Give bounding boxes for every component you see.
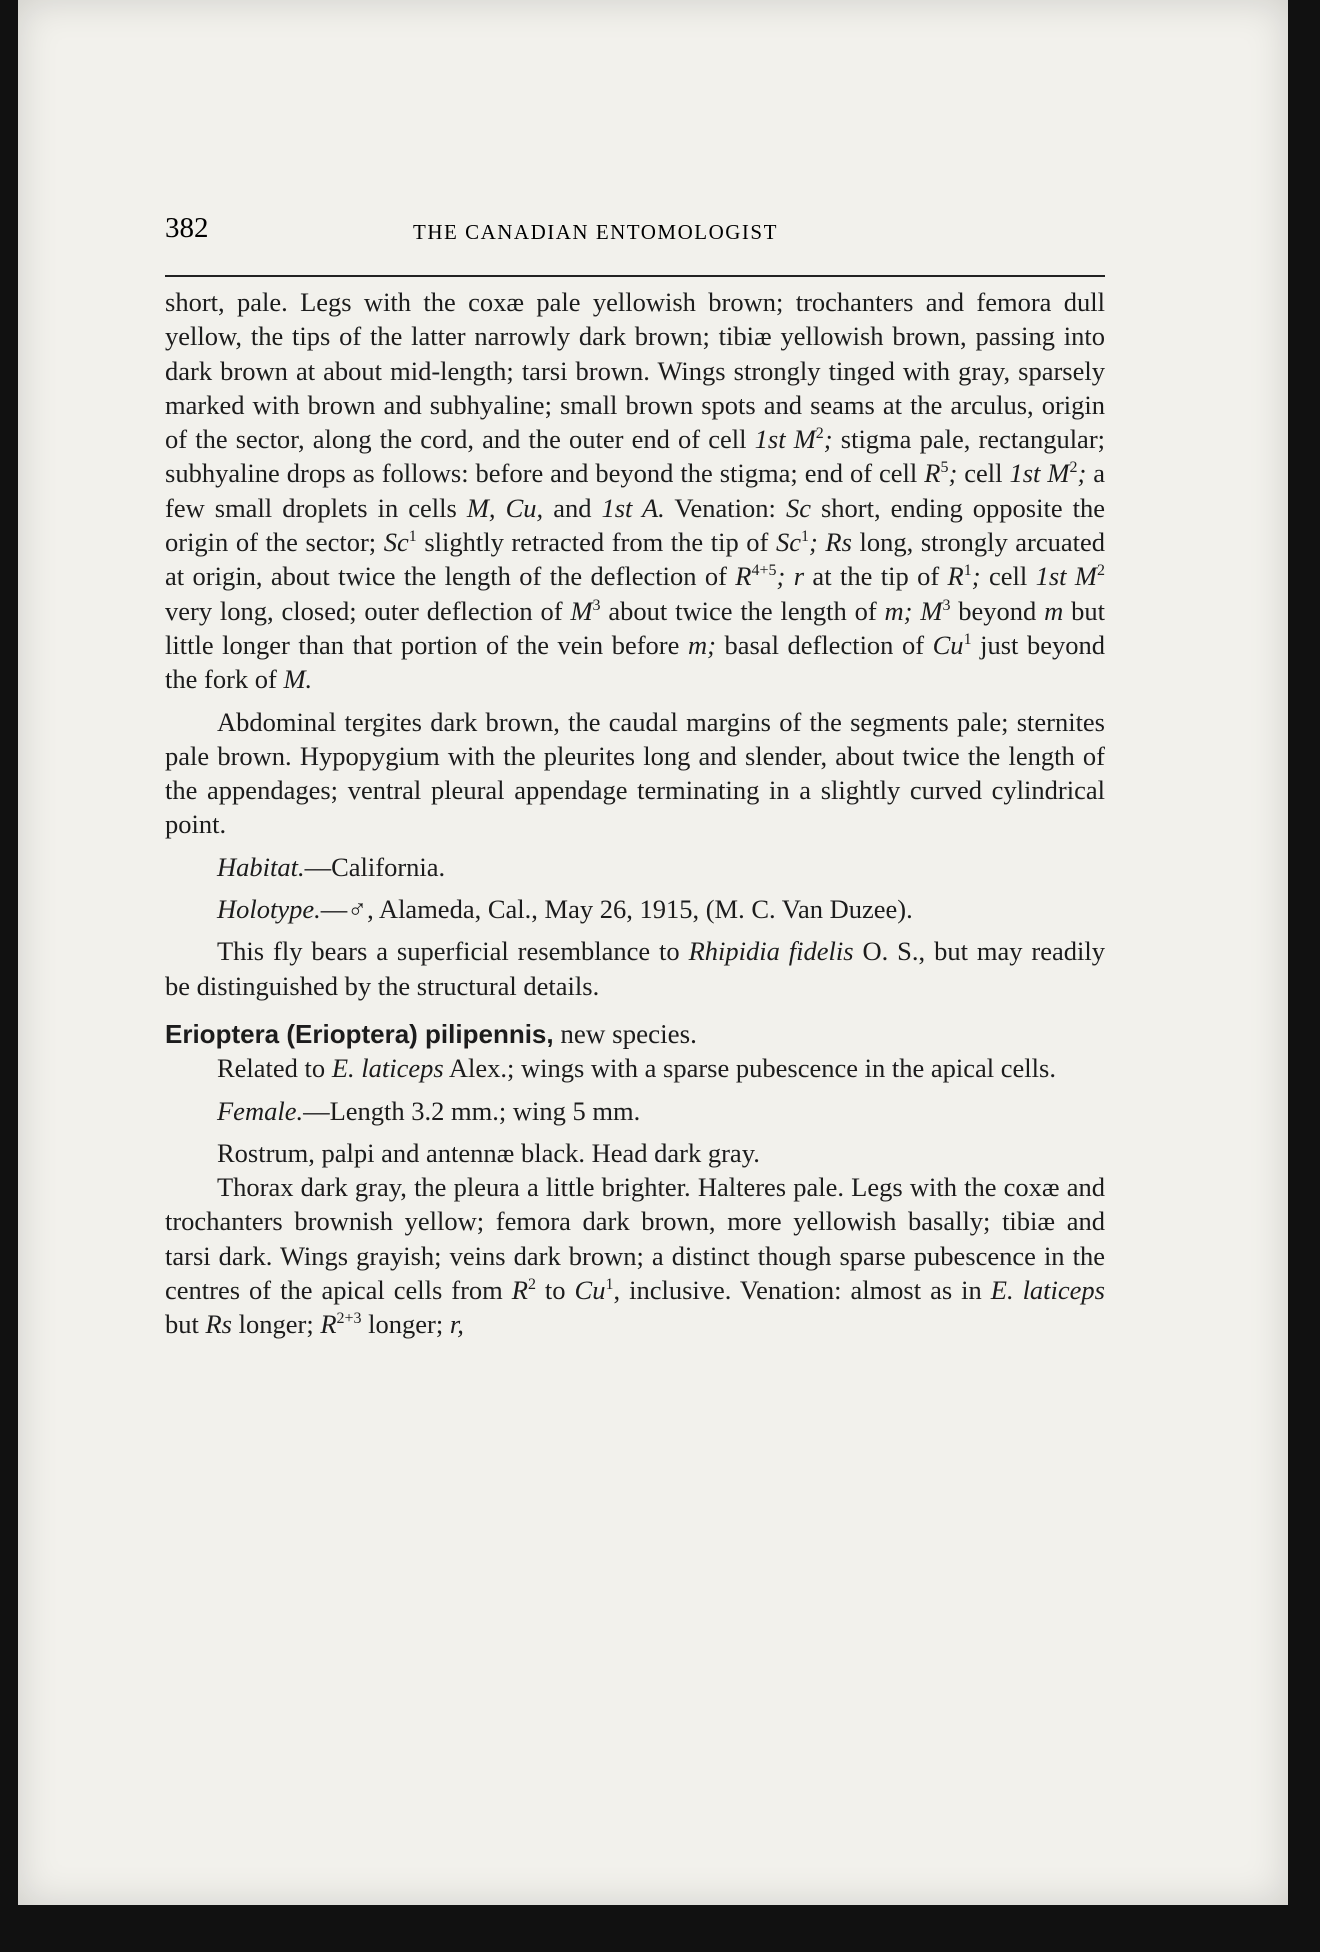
- text-run: cell: [957, 458, 1010, 489]
- text-run: R: [320, 1309, 337, 1340]
- text-run: longer;: [232, 1309, 321, 1340]
- text-run: Female.: [217, 1095, 304, 1126]
- text-run: a few small droplets in cells: [165, 458, 1106, 523]
- text-run: —Length 3.2 mm.; wing 5 mm.: [303, 1095, 641, 1126]
- paragraph: [165, 705, 1105, 842]
- text-run: ; Rs: [809, 527, 852, 558]
- text-run: cell: [980, 561, 1036, 592]
- text-run: short, pale. Legs with the coxæ pale yellowish brown; trochanters and femora dull yellow, the tips of the latter narrowly dark brown; tibiæ yellowish brown, passing into dark brown at about mid-length; tarsi brown. Wings strongly tinged with gray, sparsely marked with brown and subhyaline; small brown spots and seams at the arculus, origin of the sector, along the cord, and the outer end of cell: [165, 287, 1105, 455]
- text-run: Sc: [383, 527, 409, 558]
- text-run: m: [1044, 595, 1064, 626]
- holotype-line: [165, 892, 1105, 926]
- female-line: [165, 1094, 1105, 1128]
- text-run: Alex.; wings with a sparse pubescence in the apical cells.: [443, 1053, 1056, 1084]
- text-run: but little longer than that portion of the vein before: [165, 595, 1106, 660]
- text-run: 5: [940, 459, 949, 477]
- text-run: M, Cu,: [466, 492, 544, 523]
- text-run: R: [947, 561, 964, 592]
- text-run: Erioptera (Erioptera) pilipennis,: [165, 1018, 554, 1049]
- text-run: R: [735, 561, 752, 592]
- text-run: 4+5: [751, 562, 777, 580]
- text-run: Related to: [217, 1053, 332, 1084]
- text-run: ;: [823, 424, 833, 455]
- paragraph: [165, 934, 1105, 1003]
- text-run: Thorax dark gray, the pleura a little brighter. Halteres pale. Legs with the coxæ and trochanters brownish yellow; femora dark brown, more yellowish basally; tibiæ and tarsi dark. Wings grayish; veins dark brown; a distinct though sparse pubescence in the centres of the apical cells from: [165, 1172, 1105, 1306]
- species-heading: [165, 1017, 1105, 1051]
- text-run: 2: [1069, 459, 1078, 477]
- page-header: [165, 212, 1100, 252]
- text-run: Sc: [785, 492, 811, 523]
- text-run: m;: [687, 629, 716, 660]
- text-run: M.: [283, 664, 313, 695]
- text-run: ;: [948, 458, 958, 489]
- text-run: 1st A.: [601, 492, 665, 523]
- text-run: but: [165, 1309, 206, 1340]
- text-run: longer;: [361, 1309, 450, 1340]
- text-run: r,: [449, 1309, 464, 1340]
- text-run: 1st M: [1035, 561, 1097, 592]
- text-run: 3: [592, 596, 601, 614]
- text-run: O. S., but may readily be distinguished by the structural details.: [165, 936, 1106, 1001]
- text-run: new species.: [553, 1018, 697, 1049]
- text-run: stigma pale, rectangular; subhyaline drops as follows: before and beyond the stigma; end of cell: [165, 424, 1106, 489]
- text-run: about twice the length of: [600, 595, 885, 626]
- text-run: 1: [605, 1276, 614, 1294]
- text-run: and: [543, 492, 602, 523]
- text-run: 2+3: [336, 1310, 362, 1328]
- text-run: Rostrum, palpi and antennæ black. Head dark gray.: [217, 1137, 760, 1168]
- text-run: basal deflection of: [715, 629, 933, 660]
- text-run: beyond: [950, 595, 1045, 626]
- text-run: long, strongly arcuated at origin, about twice the length of the deflection of: [165, 527, 1106, 592]
- paragraph: [165, 1051, 1105, 1085]
- text-run: Habitat.: [217, 851, 305, 882]
- text-run: This fly bears a superficial resemblance to: [217, 936, 689, 967]
- text-run: R: [511, 1275, 528, 1306]
- text-run: very long, closed; outer deflection of: [165, 595, 571, 626]
- text-run: 1st M: [1009, 458, 1070, 489]
- paragraph: [165, 1136, 1105, 1170]
- text-run: Sc: [775, 527, 801, 558]
- text-run: just beyond the fork of: [165, 629, 1105, 695]
- text-run: 1: [408, 528, 417, 546]
- text-run: Rs: [205, 1309, 232, 1340]
- text-run: 1: [801, 528, 809, 546]
- article-body: [165, 285, 1105, 1342]
- habitat-line: [165, 850, 1105, 884]
- text-run: R: [924, 458, 941, 489]
- text-run: slightly retracted from the tip of: [416, 527, 776, 558]
- text-run: 1: [963, 631, 972, 649]
- text-run: Venation:: [664, 492, 786, 523]
- paragraph: [165, 285, 1105, 697]
- text-run: m; M: [884, 595, 943, 626]
- text-run: E. laticeps: [331, 1053, 444, 1084]
- text-run: M: [570, 595, 593, 626]
- text-run: Holotype.: [217, 894, 321, 925]
- text-run: Cu: [574, 1275, 606, 1306]
- text-run: —♂, Alameda, Cal., May 26, 1915, (M. C. Van Duzee).: [320, 894, 913, 925]
- text-run: ;: [1077, 458, 1087, 489]
- text-run: ; r: [776, 561, 805, 592]
- text-run: short, ending opposite the origin of the sector;: [165, 492, 1106, 558]
- text-run: 3: [942, 596, 951, 614]
- text-run: Cu: [932, 629, 964, 660]
- paragraph: [165, 1170, 1105, 1341]
- text-run: ;: [971, 561, 981, 592]
- header-rule: [165, 275, 1105, 277]
- text-run: to: [535, 1275, 575, 1306]
- text-run: E. laticeps: [990, 1275, 1105, 1306]
- text-run: at the tip of: [804, 561, 948, 592]
- text-run: 1st M: [754, 424, 816, 455]
- text-run: , inclusive. Venation: almost as in: [613, 1275, 991, 1306]
- text-run: —California.: [304, 851, 446, 882]
- text-run: 1: [963, 562, 972, 580]
- text-run: Rhipidia fidelis: [688, 936, 854, 967]
- page-number: 382: [165, 212, 209, 244]
- running-head: THE CANADIAN ENTOMOLOGIST: [413, 220, 778, 244]
- text-run: 2: [815, 425, 824, 443]
- text-run: 2: [527, 1276, 536, 1294]
- text-run: 2: [1096, 562, 1105, 580]
- text-run: Abdominal tergites dark brown, the caudal margins of the segments pale; sternites pale brown. Hypopygium with the pleurites long and slender, about twice the length of the appendages; ventral pleural appendage terminating in a slightly curved cylindrical point.: [165, 706, 1105, 840]
